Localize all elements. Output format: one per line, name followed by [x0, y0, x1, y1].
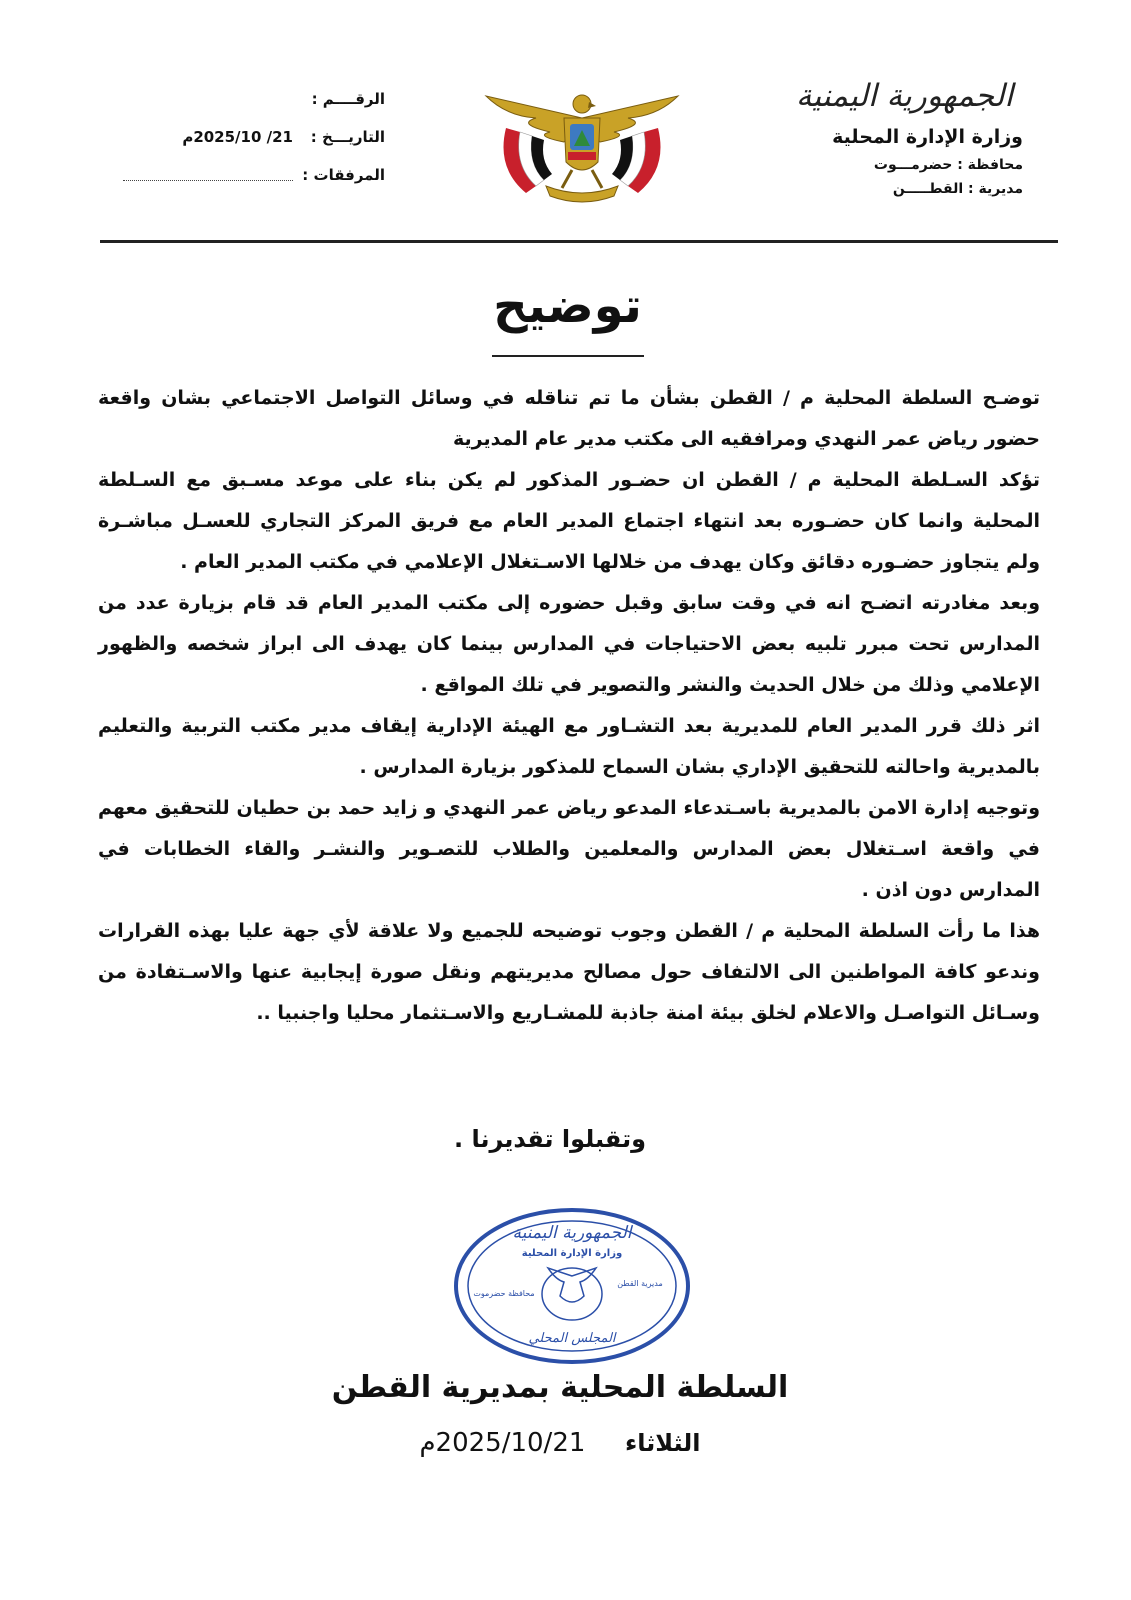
body-paragraph: هذا ما رأت السلطة المحلية م / القطن وجوب توضيحه للجميع ولا علاقة لأي جهة عليا بهذه القرارات وندعو كافة المواطنين الى الالتفاف حول مصالح مديريتهم ونقل صورة إيجابية عنها والاسـتفادة من وسـائل التواصـل والاعلام لخلق بيئة امنة جاذبة للمشـاريع والاسـتثمار محليا واجنبيا .. [98, 920, 1040, 1024]
yemen-eagle-emblem [476, 88, 688, 208]
directorate-line: مديرية : القطـــــن [892, 181, 1023, 197]
signature-date: 2025/10/21م [419, 1428, 586, 1458]
letterhead-right [793, 78, 1023, 205]
republic-name: الجمهورية اليمنية [795, 78, 1013, 114]
date-value: 21/ 2025/10م [182, 128, 293, 146]
stamp-top-text: الجمهورية اليمنية [512, 1223, 632, 1243]
title-underline [492, 355, 644, 357]
issuing-authority: السلطة المحلية بمديرية القطن [331, 1370, 789, 1405]
signature-date-line [380, 1428, 740, 1458]
ministry-name: وزارة الإدارة المحلية [832, 126, 1023, 148]
stamp-left-text: محافظة حضرموت [473, 1289, 535, 1298]
attachments-row [120, 166, 385, 204]
attachments-dotted-line [123, 166, 293, 181]
reference-block [120, 90, 385, 204]
date-label: التاريـــخ : [310, 128, 385, 146]
number-label: الرقــــم : [311, 90, 385, 108]
official-stamp [452, 1206, 692, 1366]
attachments-label: المرفقات : [302, 166, 385, 184]
stamp-bottom-text: المجلس المحلي [528, 1331, 616, 1346]
body-paragraph: وتوجيه إدارة الامن بالمديرية باسـتدعاء المدعو رياض عمر النهدي و زايد حمد بن حطيان للتحقيق معهم في واقعة اسـتغلال بعض المدارس والمعلمين والطلاب للتصـوير والنشـر والقاء الخطابات في المدارس دون اذن . [98, 797, 1040, 901]
document-title: توضيح [493, 278, 642, 334]
reference-number-row [120, 90, 385, 128]
governorate-line: محافظة : حضرمـــوت [873, 157, 1023, 173]
body-paragraph: اثر ذلك قرر المدير العام للمديرية بعد التشـاور مع الهيئة الإدارية إيقاف مدير مكتب التربية والتعليم بالمديرية واحالته للتحقيق الإداري بشان السماح للمذكور بزيارة المدارس . [98, 715, 1040, 778]
reference-date-row [120, 128, 385, 166]
body-paragraph: وبعد مغادرته اتضـح انه في وقت سابق وقبل حضوره إلى مكتب المدير العام قد قام بزيارة عدد من المدارس تحت مبرر تلبيه بعض الاحتياجات في المدارس بينما كان يهدف الى ابراز شخصه والظهور الإعلامي وذلك من خلال الحديث والنشر والتصوير في تلك المواقع . [98, 592, 1040, 696]
body-paragraph: توضـح السلطة المحلية م / القطن بشأن ما تم تناقله في وسائل التواصل الاجتماعي بشان واقعة حضور رياض عمر النهدي ومرافقيه الى مكتب مدير عام المديرية [98, 387, 1040, 450]
closing-phrase: وتقبلوا تقديرنا . [453, 1125, 646, 1153]
document-body [98, 378, 1040, 1034]
body-paragraph: تؤكد السـلطة المحلية م / القطن ان حضـور المذكور لم يكن بناء على موعد مسـبق مع السـلطة المحلية وانما كان حضـوره بعد انتهاء اجتماع المدير العام مع فريق المركز التجاري للعسـل مباشـرة ولم يتجاوز حضـوره دقائق وكان يهدف من خلالها الاسـتغلال الإعلامي في مكتب المدير العام . [98, 469, 1040, 573]
header-divider [100, 240, 1058, 243]
signature-day: الثلاثاء [624, 1429, 701, 1457]
stamp-right-text: مديرية القطن [617, 1279, 663, 1288]
stamp-ministry-text: وزارة الإدارة المحلية [521, 1248, 623, 1259]
